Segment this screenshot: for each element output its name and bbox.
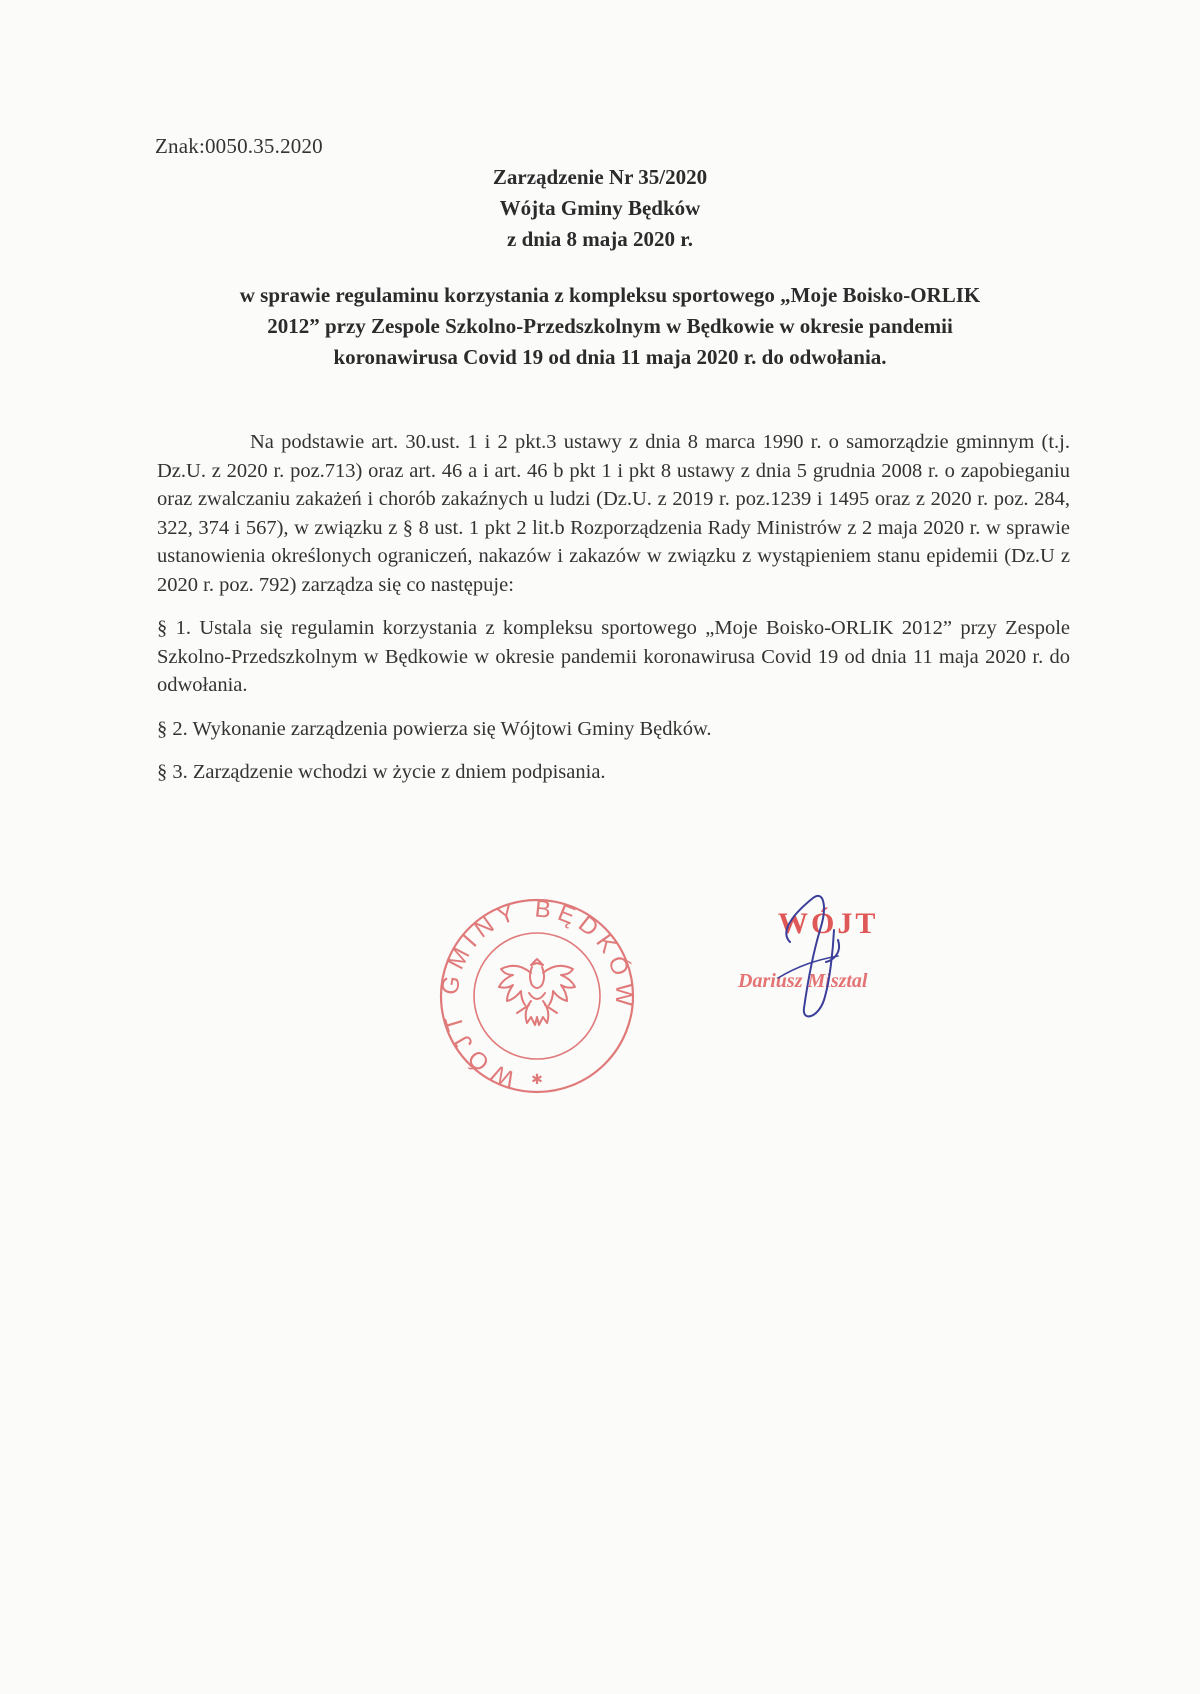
document-subject <box>160 280 1060 373</box>
title-line-date: z dnia 8 maja 2020 r. <box>507 227 693 251</box>
section-1-paragraph: § 1. Ustala się regulamin korzystania z kompleksu sportowego „Moje Boisko-ORLIK 2012” przy Zespole Szkolno-Przedszkolnym w Będkowie w okresie pandemii koronawirusa Covid 19 od dnia 11 maja 2020 r. do odwołania. <box>157 617 1070 696</box>
legal-basis-paragraph: Na podstawie art. 30.ust. 1 i 2 pkt.3 ustawy z dnia 8 marca 1990 r. o samorządzie gminnym (t.j. Dz.U. z 2020 r. poz.713) oraz art. 46 a i art. 46 b pkt 1 i pkt 8 ustawy z dnia 5 grudnia 2008 r. o zapobieganiu oraz zwalczaniu zakażeń i chorób zakaźnych u ludzi (Dz.U. z 2019 r. poz.1239 i 1495 oraz z 2020 r. poz. 284, 322, 374 i 567), w związku z § 8 ust. 1 pkt 2 lit.b Rozporządzenia Rady Ministrów z 2 maja 2020 r. w sprawie ustanowienia określonych ograniczeń, nakazów i zakazów w związku z wystąpieniem stanu epidemii (Dz.U z 2020 r. poz. 792) zarządza się co następuje: <box>157 431 1070 596</box>
section-3-paragraph: § 3. Zarządzenie wchodzi w życie z dniem podpisania. <box>157 761 606 783</box>
signature-stamp-title: WÓJT <box>778 907 879 940</box>
subject-line-1: w sprawie regulaminu korzystania z kompleksu sportowego „Moje Boisko-ORLIK <box>239 283 981 307</box>
section-2-paragraph: § 2. Wykonanie zarządzenia powierza się Wójtowi Gminy Będków. <box>157 717 712 740</box>
signature-stamp-name: Dariusz Misztal <box>738 970 868 992</box>
signature-block <box>738 890 928 1025</box>
title-line-order-number: Zarządzenie Nr 35/2020 <box>492 165 708 189</box>
subject-line-2: 2012” przy Zespole Szkolno-Przedszkolnym w Będkowie w okresie pandemii <box>267 314 953 338</box>
seal-emblem-icon <box>437 897 637 1095</box>
subject-line-3: koronawirusa Covid 19 od dnia 11 maja 2020 r. do odwołania. <box>333 345 887 369</box>
document-title <box>0 162 1200 255</box>
svg-text:✱: ✱ <box>531 1072 543 1088</box>
svg-text:WÓJT GMINY BĘDKÓW: WÓJT GMINY BĘDKÓW <box>437 897 637 1093</box>
document-reference-number: Znak:0050.35.2020 <box>155 134 323 158</box>
title-line-issuer: Wójta Gminy Będków <box>499 196 701 220</box>
document-body <box>157 428 1070 802</box>
handwritten-signature-icon <box>738 890 928 1025</box>
official-seal <box>437 897 637 1095</box>
